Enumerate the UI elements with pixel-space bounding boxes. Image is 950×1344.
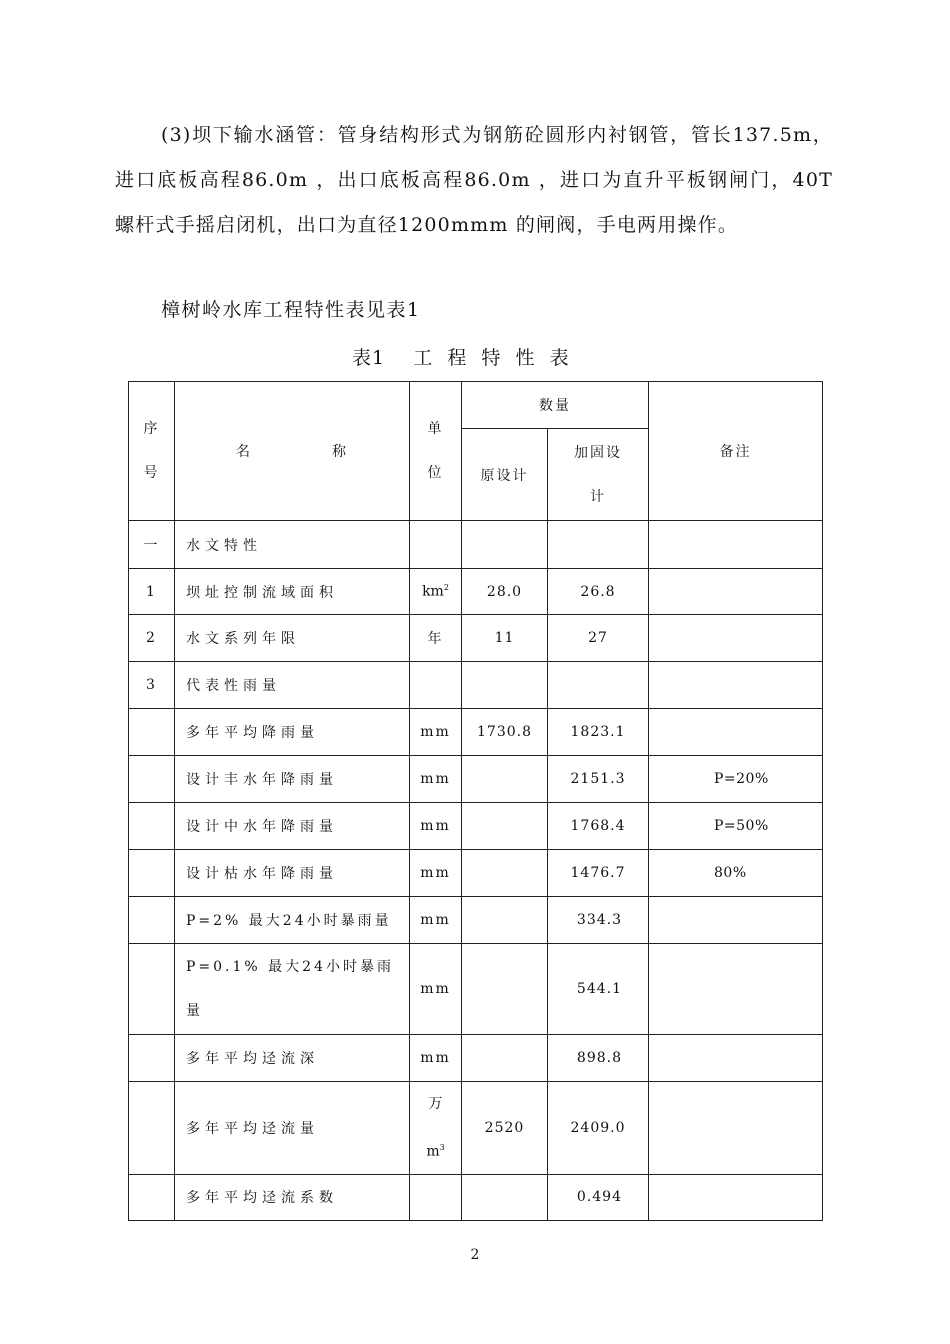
table-row: 多年平均降雨量 mm 1730.8 1823.1	[129, 709, 823, 756]
paragraph-table-reference: 樟树岭水库工程特性表见表1	[161, 299, 421, 321]
table-row: 2 水文系列年限 年 11 27	[129, 615, 823, 662]
table-row: 设计枯水年降雨量 mm 1476.7 80%	[129, 850, 823, 897]
table-row: 设计丰水年降雨量 mm 2151.3 P=20%	[129, 756, 823, 803]
characteristics-table	[128, 381, 823, 1221]
table-row: P=2% 最大24小时暴雨量 mm 334.3	[129, 897, 823, 944]
table-row: 多年平均迳流深 mm 898.8	[129, 1035, 823, 1082]
table-row: P=0.1% 最大24小时暴雨 量 mm 544.1	[129, 944, 823, 1035]
table-row: 多年平均迳流系数 0.494	[129, 1174, 823, 1220]
header-name: 名 称	[175, 382, 410, 521]
paragraph-outlet-culvert: (3)坝下输水涵管：管身结构形式为钢筋砼圆形内衬钢管，管长137.5m，进口底板高程86.0m ，出口底板高程86.0m ，进口为直升平板钢闸门，40T 螺杆式手摇启闭机，出口为直径1200mmm 的闸阀，手电两用操作。	[115, 124, 833, 236]
header-remark: 备注	[649, 382, 823, 521]
header-quantity: 数量	[462, 382, 649, 429]
header-no: 序 号	[129, 382, 175, 521]
header-original: 原设计	[462, 429, 548, 521]
page-number: 2	[470, 1247, 480, 1263]
header-unit: 单 位	[410, 382, 462, 521]
table-caption: 表1 工 程 特 性 表	[352, 347, 570, 369]
table-row: 多年平均迳流量 万 $m^3$ 2520 2409.0	[129, 1082, 823, 1175]
table-row: 一 水文特性	[129, 521, 823, 569]
table-row: 1 坝址控制流域面积 $km^2$ 28.0 26.8	[129, 569, 823, 615]
table-row: 设计中水年降雨量 mm 1768.4 P=50%	[129, 803, 823, 850]
table-row: 3 代表性雨量	[129, 662, 823, 709]
header-reinforced: 加固设 计	[548, 429, 649, 521]
